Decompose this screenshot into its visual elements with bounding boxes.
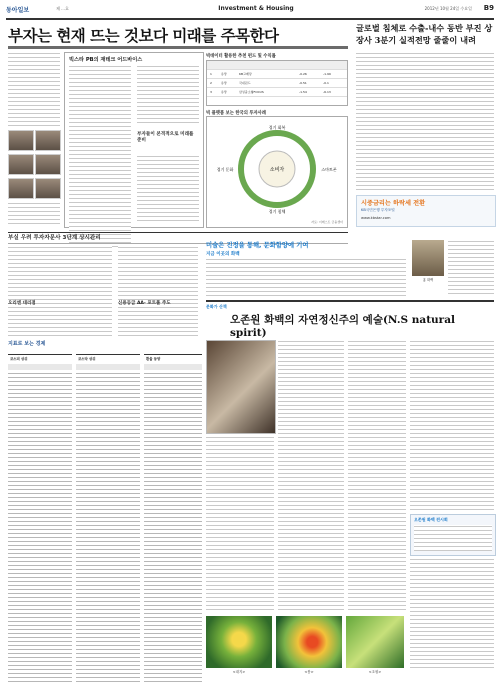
artist-photo [206,340,276,434]
essay-text-right [448,240,494,296]
portrait-photo [8,178,34,199]
page-number: B9 [483,4,494,12]
section-c-title: 부실 우려 투자자문사 3단계 상시관리 [8,232,348,244]
fund-table-title: 빅데이터 활용한 추천 펀드 및 수익률 [206,54,276,59]
essay-subtitle: 지금 이곳의 화백 [206,252,240,257]
stock-table-1 [8,354,72,685]
stock-columns [8,364,72,370]
advice-box [64,52,204,228]
section-c-col2 [118,246,198,336]
advice-title: 빅스타 PB의 재테크 어드바이스 [69,57,143,63]
section-name: Investment & Housing [218,5,294,12]
ad-subtitle: KB국민은행 투자포털 [361,208,395,212]
cycle-node: 경기 회복 [268,125,286,130]
table-header-row [207,61,347,70]
newspaper-logo: 동아일보 [6,7,30,14]
table-row: 3 유망 삼성중소형FOCUS -1.54 -6.13 [207,88,347,97]
advertisement[interactable] [356,195,496,227]
section-c-sub2: 신용등급 AA- 포트폴 주도 [118,301,171,306]
advice-text-col3 [137,155,199,223]
painting-caption: <대지> [232,670,246,674]
essay-title: 미술은 진정을 통해, 문화함양에 기여 [206,242,309,249]
culture-text-col3 [348,340,406,612]
cycle-node: 경기 침체 [268,209,286,214]
painting-image [206,616,272,668]
advice-text-col1 [69,65,131,250]
exhibition-info-box [410,514,496,556]
economy-indicators-title: 지표로 보는 경제 [8,341,46,347]
table-row: 2 유망 국내펀드 -0.51 -0.1 [207,79,347,88]
intro-text [8,52,60,126]
diagram-title: 빅 플랫폼 보는 한국의 투자사례 [206,111,266,116]
advice-text-col2 [137,65,199,125]
culture-text-col1 [206,436,274,612]
main-headline: 부자는 현재 뜨는 것보다 미래를 주목한다 [8,26,279,45]
painting-caption: <봄> [304,670,314,674]
portrait-captions [8,202,60,226]
section-c-col1 [8,246,112,336]
culture-section-band [206,300,494,312]
portrait-photo [35,154,61,175]
right-headline: 글로벌 침체로 수출-내수 동반 부진 상장사 3분기 실적전망 줄줄이 내려 [356,23,493,45]
cycle-diagram-svg [207,117,347,227]
stock-table-header: 코스피 상위 [10,357,28,361]
culture-tag: 문화가 산책 [206,304,227,309]
exhibition-details [414,525,492,551]
columnist-photo [412,240,444,276]
masthead [6,4,494,20]
ad-url[interactable]: www.kbstar.com [361,216,391,220]
stock-table-2 [76,354,140,685]
ad-title: 시중금리는 하락세 전환 [361,200,426,207]
portrait-photo [8,154,34,175]
exhibition-title: 오존원 화백 전시회 [414,517,448,522]
issue-date: 2012년 10월 24일 수요일 [424,6,472,11]
stock-rows [8,372,72,682]
culture-text-col2 [278,340,344,612]
portrait-photo [8,130,34,151]
columnist-name: 홍 화백 [422,278,434,282]
portrait-photo [35,178,61,199]
stock-table-header: 환율 동향 [146,357,161,361]
right-article-text [356,52,494,190]
painting-image [346,616,404,668]
stock-table-header: 코스닥 상위 [78,357,96,361]
stock-rows [76,372,140,682]
diagram-source: 자료: 이베스트 금융센터 [311,220,343,224]
portrait-photo [35,130,61,151]
culture-text-col4 [410,340,494,510]
stock-columns [144,364,202,370]
stock-rows [144,372,202,682]
issue-number: 제 ...호 [56,6,69,11]
stock-columns [76,364,140,370]
portrait-grid [8,130,60,226]
essay-text [206,258,406,296]
painting-image [276,616,342,668]
table-row: 1 유망 KB고배당 -0.26 -1.99 [207,70,347,79]
headline-rule [8,46,348,49]
stock-table-3 [144,354,202,685]
culture-headline: 오존원 화백의 자연정신주의 예술(N.S natural spirit) [230,314,456,339]
section-c-sub1: 오리엔 대리점 [8,301,36,306]
culture-text-col5 [410,558,494,668]
fund-table [206,60,348,106]
cycle-diagram [206,116,348,228]
cycle-center-label: 소비자 [269,167,285,173]
painting-caption: <초원> [368,670,382,674]
cycle-node: 스마트폰 [321,167,337,172]
advice-subtitle: 부자들이 본격적으로 미래를 준비 [137,132,194,143]
cycle-node: 경기 둔화 [216,167,234,172]
